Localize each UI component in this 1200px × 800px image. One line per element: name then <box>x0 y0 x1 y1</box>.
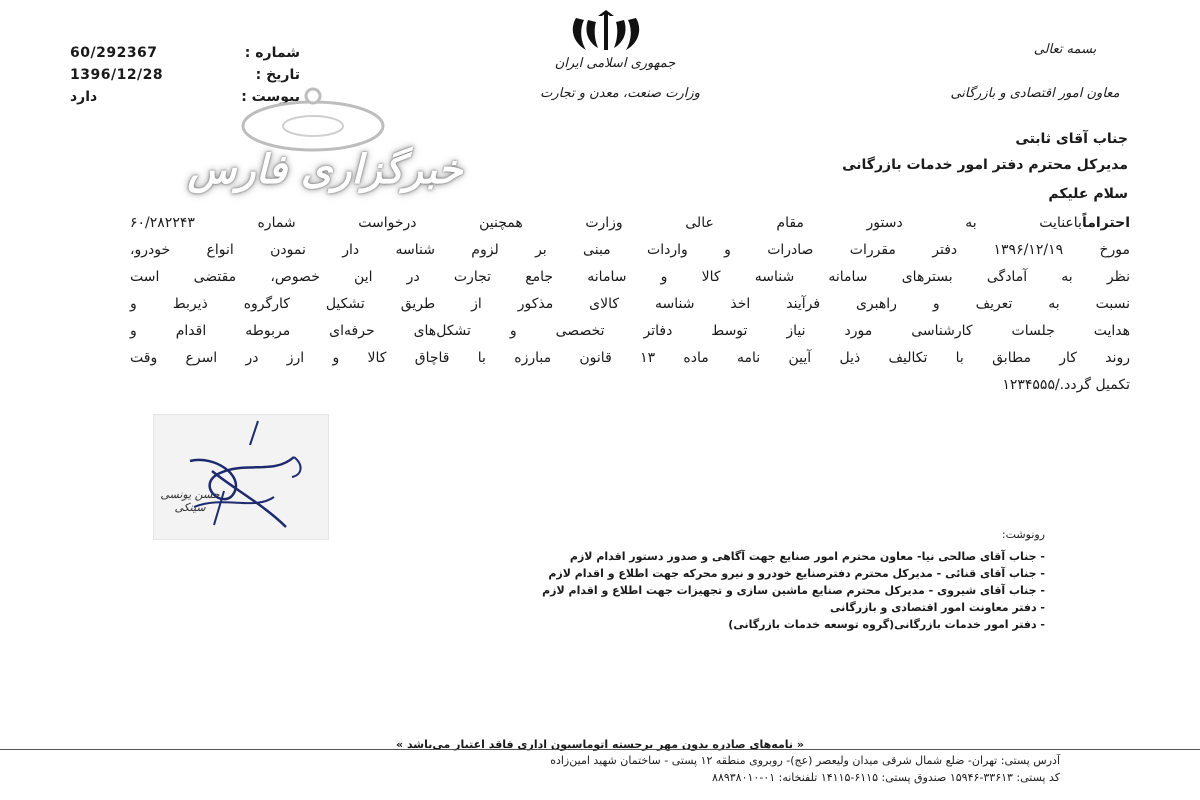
letter-number-value: 60/292367 <box>70 45 158 61</box>
body-line-5: هدایت جلسات کارشناسی مورد نیاز توسط دفاتر تخصصی و تشکل‌های حرفه‌ای مربوطه اقدام و <box>130 323 1130 339</box>
copy-recipient-3: - جناب آقای شیروی - مدیرکل محترم صنایع ماشین سازی و تجهیزات جهت اطلاع و اقدام لازم <box>542 584 1045 597</box>
body-line-4: نسبت به تعریف و راهبری فرآیند اخذ شناسه کالای مذکور از طریق تشکیل کارگروه ذیربط و <box>130 296 1130 312</box>
fars-watermark-text: خبرگزاری فارس <box>187 146 463 193</box>
letter-attachment-label: پیوست : <box>241 89 300 105</box>
republic-title: جمهوری اسلامی ایران <box>554 56 676 71</box>
deputy-title: معاون امور اقتصادی و بازرگانی <box>950 86 1120 101</box>
iran-emblem-icon <box>568 10 644 54</box>
footer-address: آدرس پستی: تهران- ضلع شمال شرقی میدان ولیعصر (عج)- روبروی منطقه ۱۲ پستی - ساختمان شهید امین‌زاده <box>550 754 1060 767</box>
letter-number-label: شماره : <box>244 45 300 61</box>
addressee-block <box>428 126 1128 178</box>
signature-scribble-icon <box>154 415 328 539</box>
signature-box <box>153 414 329 540</box>
copy-recipient-4: - دفتر معاونت امور اقتصادی و بازرگانی <box>829 601 1045 614</box>
letter-attachment-value: دارد <box>70 89 98 105</box>
body-opening: احتراماً <box>1081 215 1130 231</box>
footer-contact: کد پستی: ۳۳۶۱۳-۱۵۹۴۶ صندوق پستی: ۶۱۱۵-۱۴۱۱۵ تلفنخانه: ۰۱-۸۸۹۳۸۰۱۰ <box>712 771 1060 784</box>
letter-date-value: 1396/12/28 <box>70 67 164 83</box>
body-line-7: تکمیل گردد./۱۲۳۴۵۵۵ <box>1002 377 1130 393</box>
copies-heading: رونوشت: <box>1001 528 1045 541</box>
footer-divider <box>0 749 1200 750</box>
copy-recipient-5: - دفتر امور خدمات بازرگانی(گروه توسعه خدمات بازرگانی) <box>728 618 1045 631</box>
copies-list <box>345 548 1045 633</box>
signatory-name: حسن یونسی سینکی <box>160 488 220 514</box>
letter-body <box>130 210 1130 399</box>
body-line-6: روند کار مطابق با تکالیف ذیل آیین نامه ماده ۱۳ قانون مبارزه با قاچاق کالا و ارز در اسرع وقت <box>130 350 1130 366</box>
footer-validity-note: « نامه‌های صادره بدون مهر برجسته اتوماسیون اداری فاقد اعتبار می‌باشد » <box>396 738 804 751</box>
besmellah-text: بسمه تعالی <box>1033 42 1097 57</box>
body-line-3: نظر به آمادگی بسترهای سامانه شناسه کالا و سامانه جامع تجارت در این خصوص، مقتضی است <box>130 269 1130 285</box>
ministry-title: وزارت صنعت، معدن و تجارت <box>540 86 700 101</box>
letter-date-row <box>70 64 300 86</box>
footer-address-block <box>160 752 1060 786</box>
body-line-1-text: باعنایت به دستور مقام عالی وزارت همچنین درخواست شماره ۶۰/۲۸۲۲۴۳ <box>130 215 1082 231</box>
body-line-1 <box>130 210 1130 237</box>
body-line-2: مورخ ۱۳۹۶/۱۲/۱۹ دفتر مقررات صادرات و واردات مبنی بر لزوم شناسه دار نمودن انواع خودرو، <box>130 242 1130 258</box>
greeting: سلام علیکم <box>1048 186 1128 202</box>
letter-date-label: تاریخ : <box>255 67 300 83</box>
letter-number-row <box>70 42 300 64</box>
addressee-title: مدیرکل محترم دفتر امور خدمات بازرگانی <box>842 157 1128 173</box>
addressee-name: جناب آقای ثابتی <box>1015 131 1128 147</box>
copy-recipient-2: - جناب آقای قنائی - مدیرکل محترم دفترصنایع خودرو و نیرو محرکه جهت اطلاع و اقدام لازم <box>548 567 1045 580</box>
copy-recipient-1: - جناب آقای صالحی نیا- معاون محترم امور صنایع جهت آگاهی و صدور دستور اقدام لازم <box>569 550 1045 563</box>
